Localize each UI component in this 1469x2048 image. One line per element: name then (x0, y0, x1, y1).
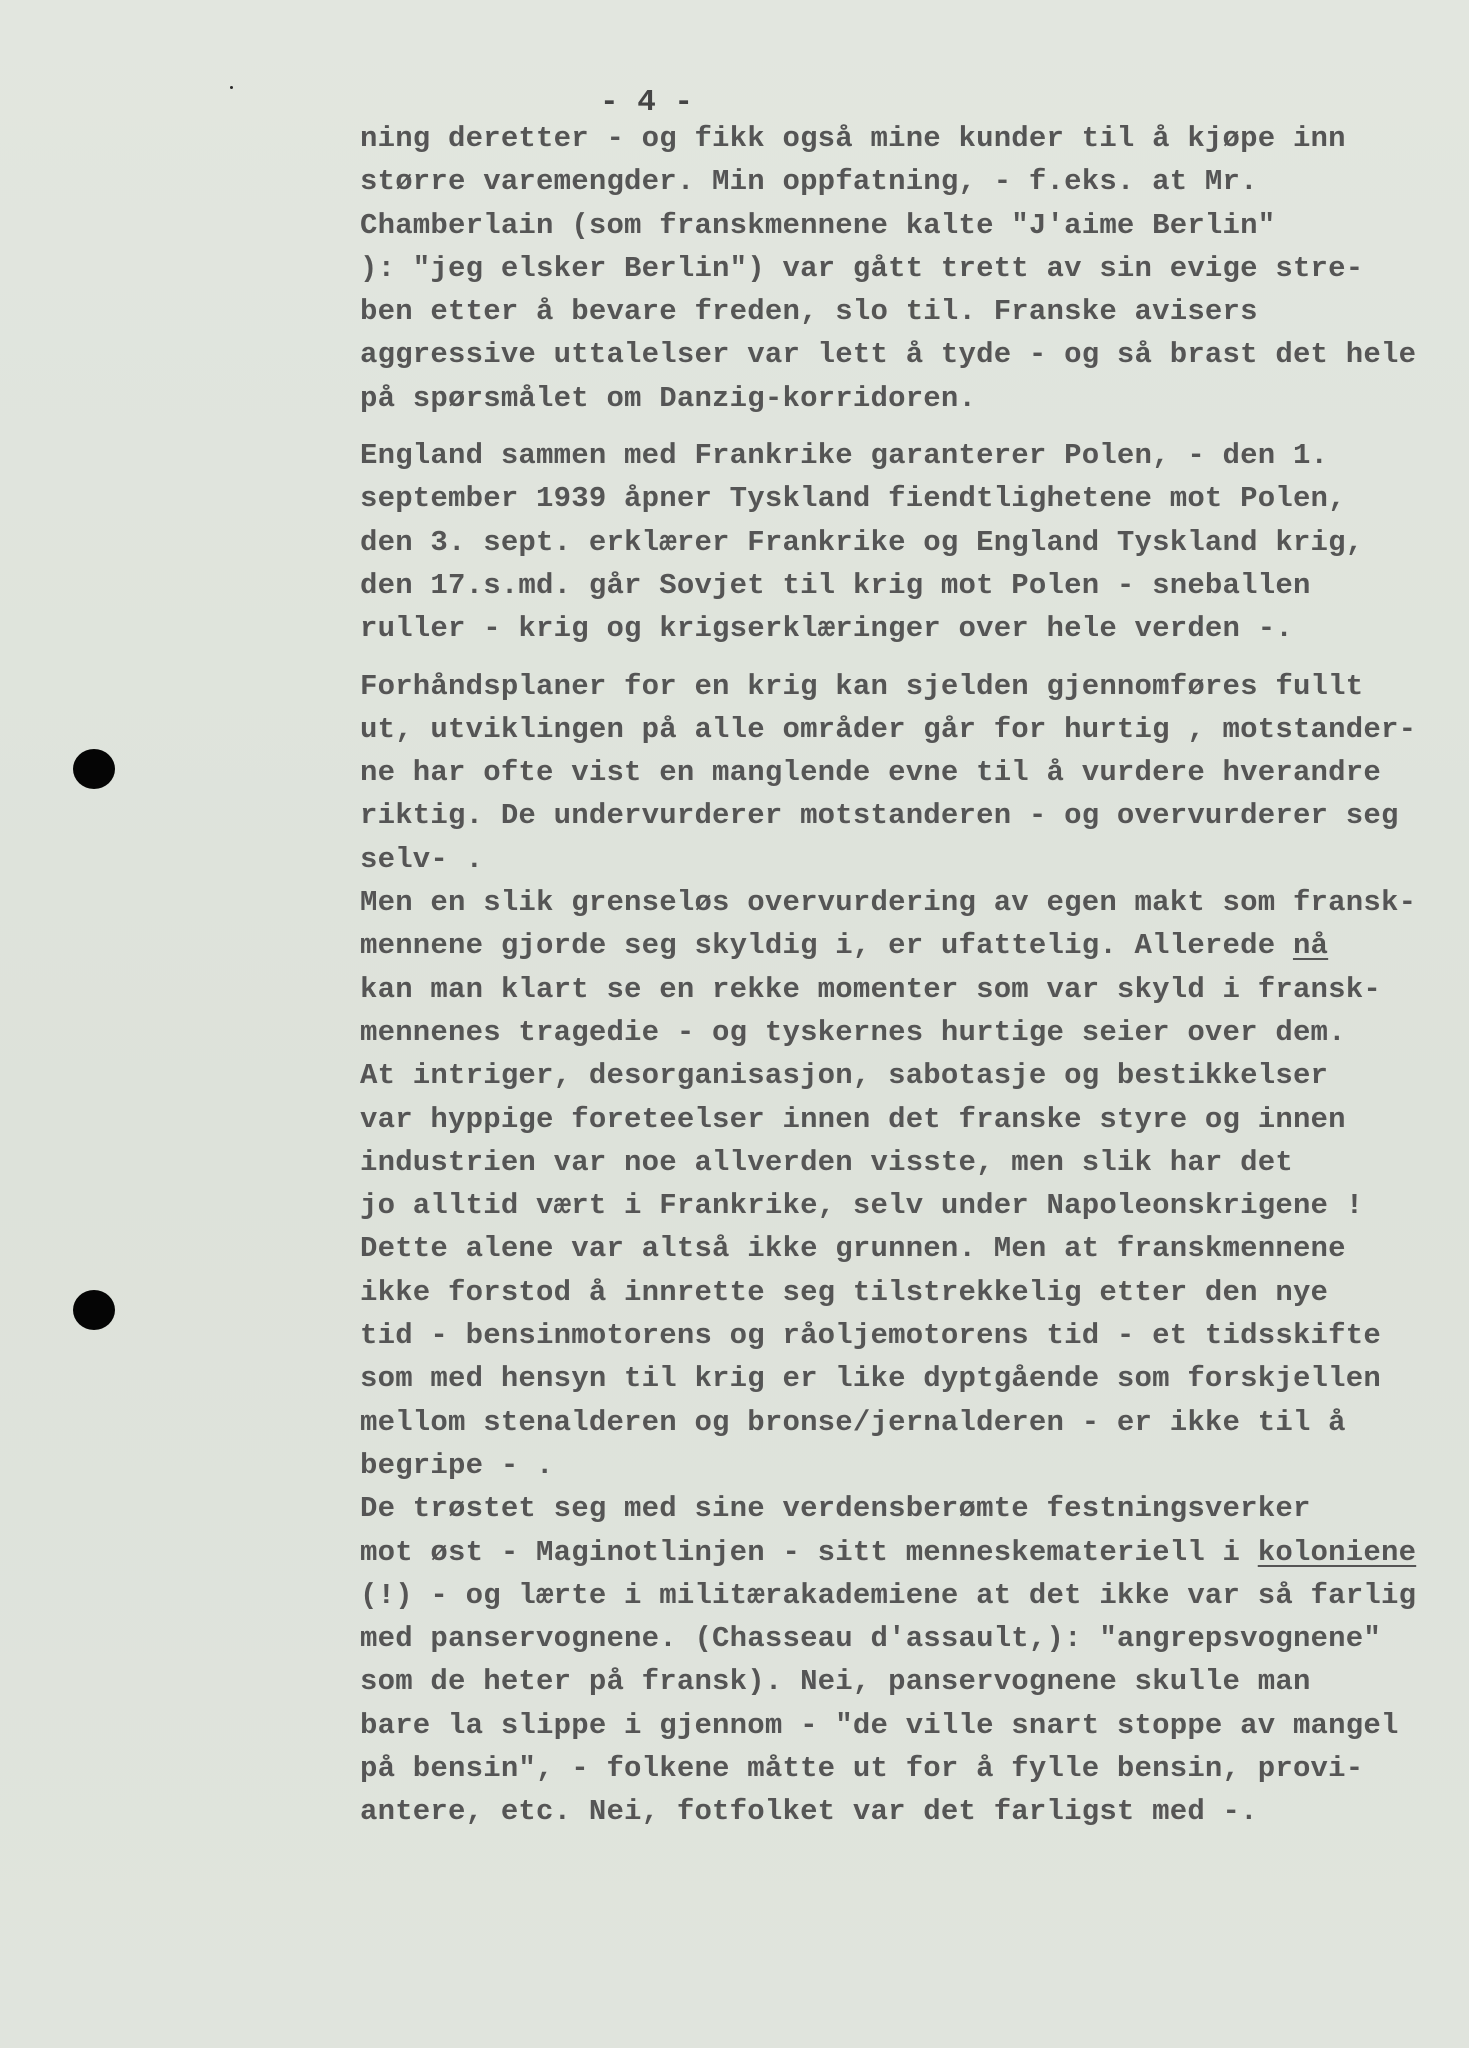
text-line: den 17.s.md. går Sovjet til krig mot Polen - sneballen (360, 568, 1311, 602)
typed-text-body (360, 117, 1440, 1834)
text-line: på spørsmålet om Danzig-korridoren. (360, 381, 977, 415)
text-line: var hyppige foreteelser innen det franske styre og innen (360, 1102, 1346, 1136)
text-fragment: mennene gjorde seg skyldig i, er ufattelig. Allerede (360, 929, 1293, 963)
text-line: som de heter på fransk). Nei, panservognene skulle man (360, 1665, 1311, 1699)
paragraph-5 (360, 1487, 1440, 1833)
text-line: den 3. sept. erklærer Frankrike og England Tyskland krig, (360, 525, 1364, 559)
text-line: ne har ofte vist en manglende evne til å vurdere hverandre (360, 756, 1381, 790)
text-line: kan man klart se en rekke momenter som var skyld i fransk- (360, 972, 1381, 1006)
text-line: ut, utviklingen på alle områder går for hurtig , motstander- (360, 712, 1417, 746)
text-line: september 1939 åpner Tyskland fiendtlighetene mot Polen, (360, 482, 1346, 516)
punch-hole-top (73, 749, 115, 789)
text-line: som med hensyn til krig er like dyptgående som forskjellen (360, 1362, 1381, 1396)
text-line: Forhåndsplaner for en krig kan sjelden gjennomføres fullt (360, 669, 1364, 703)
text-line-with-underline (360, 1531, 1440, 1574)
text-line: større varemengder. Min oppfatning, - f.eks. at Mr. (360, 165, 1258, 199)
text-line: aggressive uttalelser var lett å tyde - og så brast det hele (360, 338, 1417, 372)
paragraph-2 (360, 434, 1440, 650)
paragraph-1 (360, 117, 1440, 420)
text-line: på bensin", - folkene måtte ut for å fylle bensin, provi- (360, 1751, 1364, 1785)
text-line: jo alltid vært i Frankrike, selv under Napoleonskrigene ! (360, 1189, 1364, 1223)
text-line: England sammen med Frankrike garanterer Polen, - den 1. (360, 439, 1329, 473)
text-line: Dette alene var altså ikke grunnen. Men at franskmennene (360, 1232, 1346, 1266)
underlined-word: nå (1292, 929, 1329, 963)
text-line: antere, etc. Nei, fotfolket var det farligst med -. (360, 1795, 1258, 1829)
text-line: ben etter å bevare freden, slo til. Franske avisers (360, 295, 1258, 329)
text-line: ikke forstod å innrette seg tilstrekkelig etter den nye (360, 1275, 1329, 1309)
text-line: ruller - krig og krigserklæringer over hele verden -. (360, 612, 1293, 646)
text-line: selv- . (360, 842, 484, 876)
text-line: med panservognene. (Chasseau d'assault,): "angrepsvognene" (360, 1622, 1381, 1656)
text-line: tid - bensinmotorens og råoljemotorens tid - et tidsskifte (360, 1319, 1381, 1353)
text-line: mennenes tragedie - og tyskernes hurtige seier over dem. (360, 1015, 1346, 1049)
text-line: industrien var noe allverden visste, men slik har det (360, 1145, 1293, 1179)
ink-speck (230, 86, 233, 89)
text-line: At intriger, desorganisasjon, sabotasje og bestikkelser (360, 1059, 1329, 1093)
text-line-with-underline (360, 924, 1440, 967)
text-line: Chamberlain (som franskmennene kalte "J'aime Berlin" (360, 208, 1276, 242)
text-line: mellom stenalderen og bronse/jernalderen - er ikke til å (360, 1405, 1346, 1439)
text-line: De trøstet seg med sine verdensberømte festningsverker (360, 1492, 1311, 1526)
paragraph-3 (360, 665, 1440, 881)
punch-hole-bottom (73, 1290, 115, 1330)
paragraph-4 (360, 881, 1440, 1487)
text-line: ): "jeg elsker Berlin") var gått trett av sin evige stre- (360, 251, 1364, 285)
text-line: begripe - . (360, 1448, 554, 1482)
text-line: (!) - og lærte i militærakademiene at det ikke var så farlig (360, 1578, 1417, 1612)
text-line: bare la slippe i gjennom - "de ville snart stoppe av mangel (360, 1708, 1399, 1742)
underlined-word: koloniene (1257, 1535, 1417, 1569)
page-number: - 4 - (600, 85, 694, 120)
text-fragment: mot øst - Maginotlinjen - sitt menneskemateriell i (360, 1535, 1258, 1569)
text-line: ning deretter - og fikk også mine kunder til å kjøpe inn (360, 122, 1346, 155)
text-line: Men en slik grenseløs overvurdering av egen makt som fransk- (360, 886, 1417, 920)
text-line: riktig. De undervurderer motstanderen - og overvurderer seg (360, 799, 1399, 833)
